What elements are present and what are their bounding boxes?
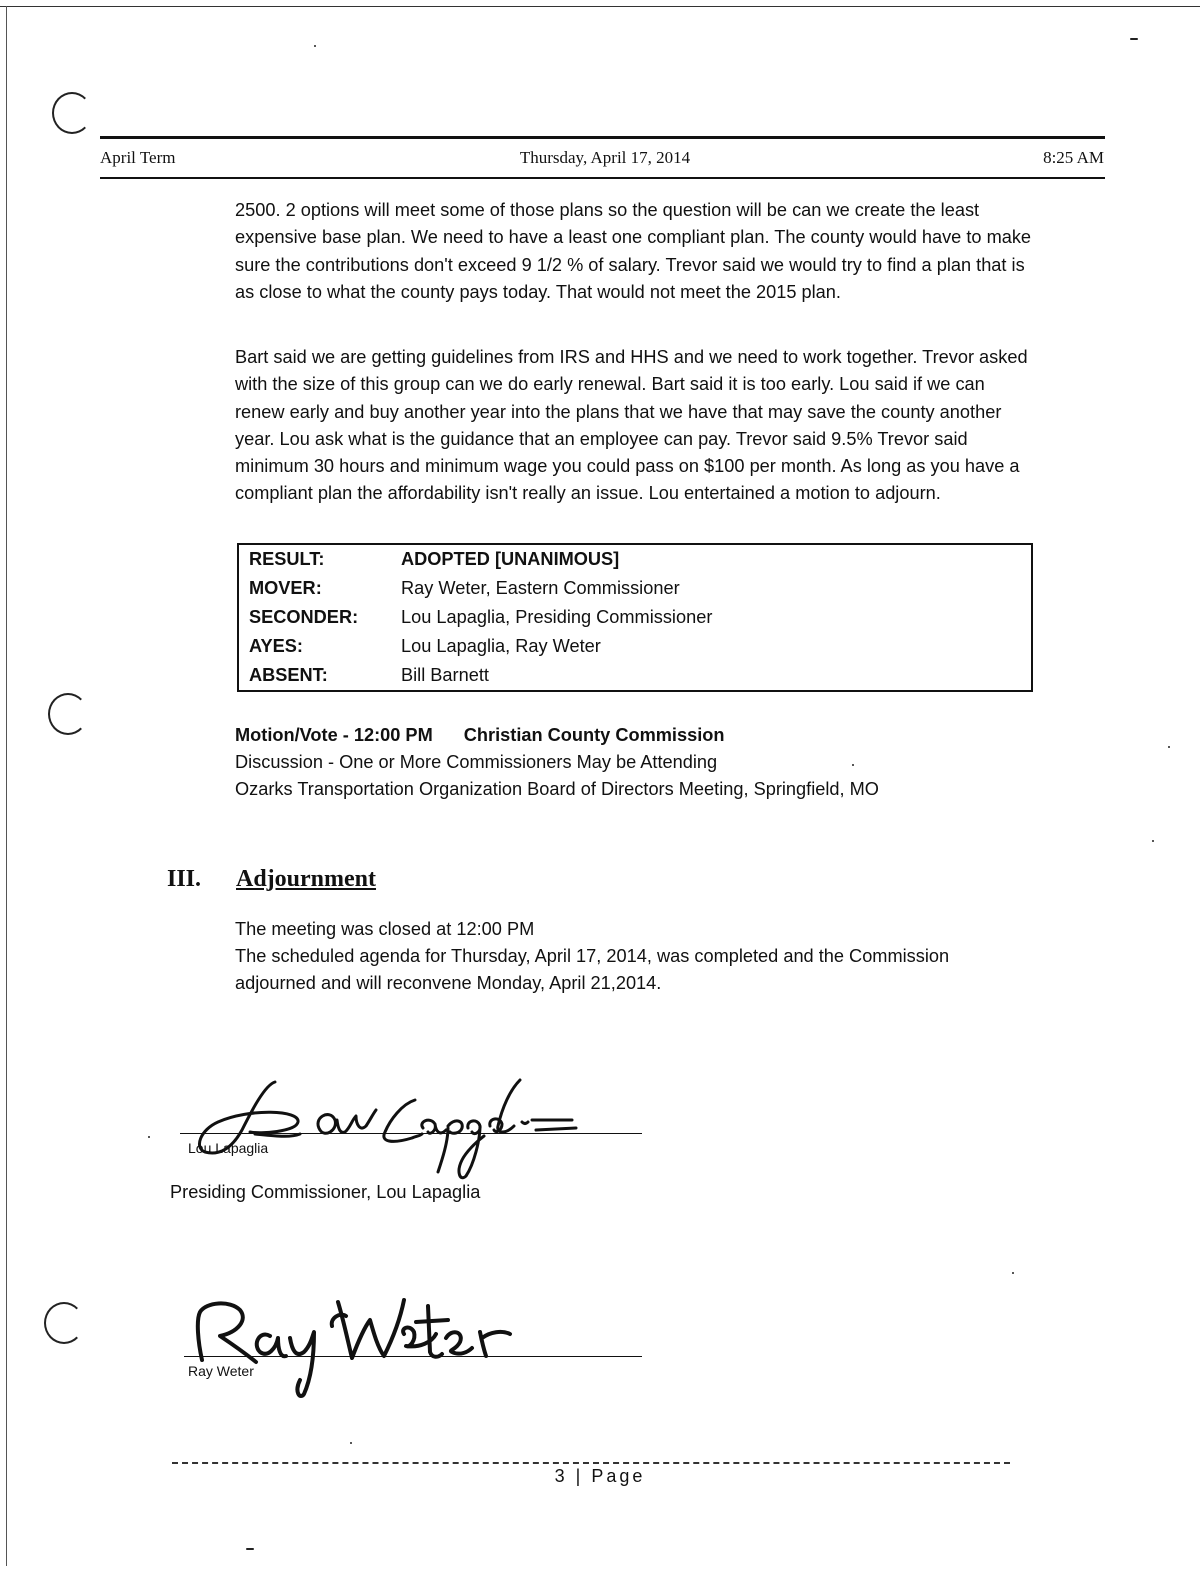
header-term: April Term [100,148,176,167]
motion-body: Christian County Commission [463,725,725,745]
motion-meeting: Ozarks Transportation Organization Board of Directors Meeting, Springfield, MO [235,779,879,799]
punch-hole-bottom [44,1302,84,1344]
result-value: ADOPTED [UNANIMOUS] [401,549,620,569]
meeting-closed-text: The meeting was closed at 12:00 PM [235,919,535,939]
absent-label: ABSENT: [249,665,328,685]
table-row [238,661,1032,691]
signature-line-1 [180,1133,642,1134]
motion-label: Motion/Vote - 12:00 PM [235,725,433,745]
footer-dashed-rule [172,1462,1010,1464]
scan-speck [148,1136,150,1138]
scan-speck [314,45,316,47]
ayes-label: AYES: [249,636,303,656]
punch-hole-middle [48,693,88,735]
scan-speck [246,1548,254,1550]
ayes-value: Lou Lapaglia, Ray Weter [401,636,601,656]
table-row [238,632,1032,661]
seconder-value: Lou Lapaglia, Presiding Commissioner [401,607,713,627]
scan-speck [1130,38,1138,40]
scan-speck [852,764,854,766]
signature-line-2 [184,1356,642,1357]
scan-speck [1168,746,1170,748]
section-number: III. [167,866,202,892]
scan-speck [1152,840,1154,842]
signature-name-1: Lou Lapaglia [188,1140,269,1156]
scan-speck [350,1442,352,1444]
scan-frame-top [0,6,1200,7]
signature-ray-weter [180,1272,580,1402]
paragraph-plans: 2500. 2 options will meet some of those plans so the question will be can we create the least expensive base plan. We need to have a least one compliant plan. The county would have to make sure the contributions don't exceed 9 1/2 % of salary. Trevor said we would try to find a plan that is as close to what the county pays today. That would not meet the 2015 plan. [235,200,1032,302]
scan-frame-left [6,6,7,1566]
punch-hole-top [52,92,92,134]
section-title: Adjournment [236,866,377,892]
signature-lou-lapaglia [180,1060,600,1180]
mover-value: Ray Weter, Eastern Commissioner [401,578,680,598]
vote-result-table [237,543,1033,692]
header-rule-top [100,136,1105,139]
table-row [238,603,1032,632]
result-label: RESULT: [249,549,325,569]
absent-value: Bill Barnett [401,665,489,685]
table-row [238,574,1032,603]
signature-name-2: Ray Weter [188,1363,254,1379]
adjourn-summary-line1: The scheduled agenda for Thursday, April 17, 2014, was completed and the Commission [235,946,950,966]
mover-label: MOVER: [249,578,322,598]
header-time: 8:25 AM [1043,148,1104,167]
scan-speck [1012,1272,1014,1274]
adjourn-summary-line2: adjourned and will reconvene Monday, April 21,2014. [235,973,662,993]
motion-line [235,722,725,750]
signature-title-1: Presiding Commissioner, Lou Lapaglia [170,1182,481,1202]
seconder-label: SECONDER: [249,607,359,627]
header-date: Thursday, April 17, 2014 [519,148,691,167]
paragraph-discussion: Bart said we are getting guidelines from IRS and HHS and we need to work together. Trevor asked with the size of this group can we do early renewal. Bart said it is too early. Lou said if we can renew early and buy another year into the plans that we have that may save the county another year. Lou ask what is the guidance that an employee can pay. Trevor said 9.5% Trevor said minimum 30 hours and minimum wage you could pass on $100 per month. As long as you have a compliant plan the affordability isn't really an issue. Lou entertained a motion to adjourn. [235,347,1028,504]
header-rule-bottom [100,177,1105,179]
page-number: 3 | Page [554,1466,646,1486]
motion-discussion: Discussion - One or More Commissioners May be Attending [235,752,718,772]
table-row [238,544,1032,574]
